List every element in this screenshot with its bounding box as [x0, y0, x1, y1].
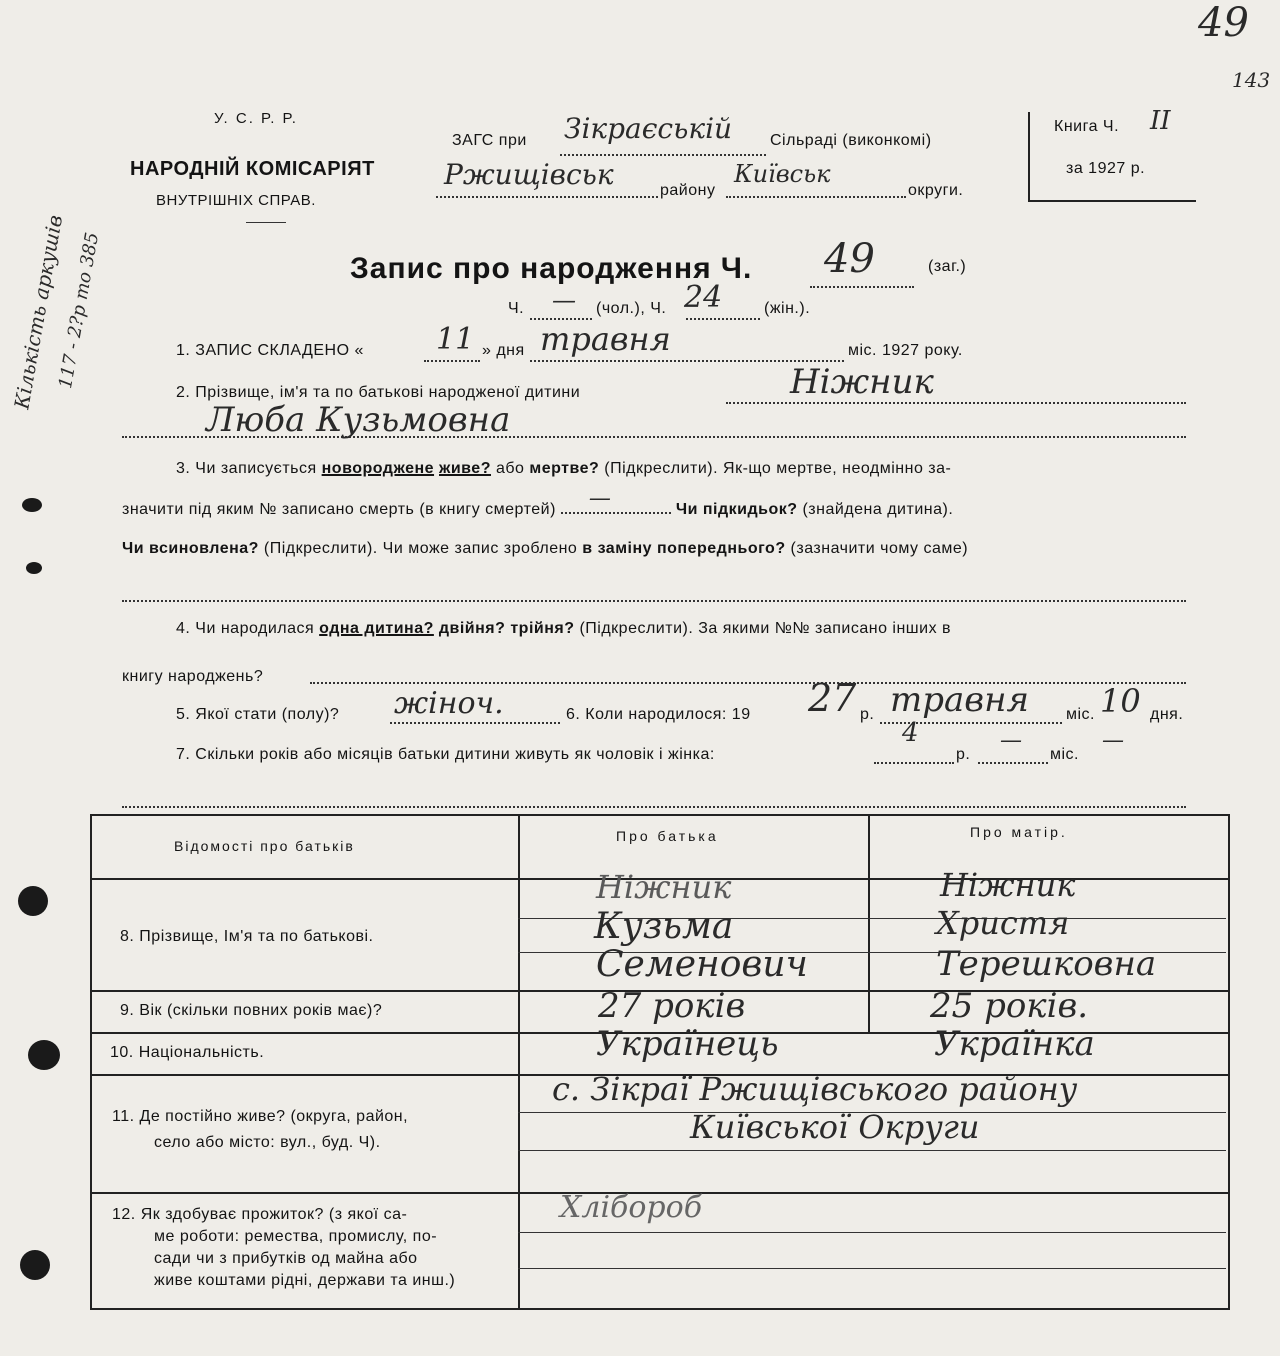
item4-field — [310, 672, 1186, 684]
item4-line2: книгу народжень? — [122, 668, 264, 685]
mother-patronymic: Терешковна — [936, 944, 1157, 984]
archive-sheet-number: 49 — [1198, 0, 1249, 46]
item3-line2 — [122, 486, 954, 519]
district-value: Ржищівськ — [444, 158, 614, 191]
female-count-label: (жін.). — [764, 300, 811, 317]
item3-foundling: Чи підкидьок? — [675, 501, 798, 518]
row11-label-1: 11. Де постійно живе? (округа, район, — [112, 1108, 409, 1125]
row10-label: 10. Національність. — [110, 1044, 265, 1061]
state-name: У. С. Р. Р. — [214, 110, 298, 127]
row12-label-4: живе коштами рідні, держави та инш.) — [154, 1272, 456, 1289]
item7-years-label: р. — [956, 746, 971, 763]
punch-hole — [22, 498, 42, 512]
item3-newborn: новороджене — [321, 460, 435, 477]
item7-label: 7. Скільки років або місяців батьки дитини живуть як чоловік і жінка: — [176, 746, 715, 763]
item3-death-field — [561, 486, 671, 514]
council-label: Сільраді (виконкомі) — [770, 132, 932, 149]
item1-month: травня — [540, 320, 671, 358]
record-suffix: (заг.) — [928, 258, 967, 275]
occupation: Хлібороб — [560, 1190, 703, 1225]
item3-dead: мертве? — [529, 460, 600, 477]
table-rule — [518, 1268, 1226, 1269]
punch-hole — [26, 562, 42, 574]
item7-years: 4 — [902, 718, 919, 748]
item6-day-label: дня. — [1150, 706, 1184, 723]
item2-label: 2. Прізвище, ім'я та по батькові народженої дитини — [176, 384, 581, 401]
row12-label-3: сади чи з прибутків од майна або — [154, 1250, 418, 1267]
district-label: району — [660, 182, 716, 199]
punch-hole — [18, 886, 48, 916]
item7-months: — — [1000, 728, 1022, 753]
father-nationality: Українець — [596, 1024, 779, 1064]
item6-year: 27 — [808, 676, 857, 720]
item6-year-label: р. — [860, 706, 875, 723]
row12-label-2: ме роботи: ремества, промислу, по- — [154, 1228, 438, 1245]
table-header-info: Відомості про батьків — [174, 838, 355, 854]
record-title: Запис про народження Ч. — [350, 252, 753, 285]
item6-day: 10 — [1100, 682, 1141, 720]
item3-line3 — [122, 540, 968, 558]
zags-label: ЗАГС при — [452, 132, 527, 149]
item4-triplets: трійня? — [510, 620, 575, 637]
mother-age: 25 років. — [930, 986, 1089, 1026]
male-count-label: (чол.), Ч. — [596, 300, 667, 317]
item3-reason: (зазначити чому саме) — [790, 540, 969, 557]
table-divider — [868, 814, 870, 1032]
item7-extra-field — [122, 796, 1186, 808]
divider — [246, 222, 286, 223]
table-rule — [518, 1150, 1226, 1151]
item3-death-value: — — [588, 486, 612, 511]
item3-alive: живе? — [439, 460, 491, 477]
item5-value: жіноч. — [394, 686, 504, 721]
item3-or: або — [495, 460, 525, 477]
book-year: за 1927 р. — [1066, 160, 1146, 177]
item3-text: 3. Чи записується — [176, 460, 317, 477]
item3-adopted: Чи всиновлена? — [122, 540, 259, 557]
item4-text: 4. Чи народилася — [176, 620, 315, 637]
book-label: Книга Ч. — [1054, 118, 1120, 135]
mother-surname: Ніжник — [940, 866, 1076, 904]
ministry-subtitle: ВНУТРІШНІХ СПРАВ. — [156, 192, 316, 209]
margin-note: 117 - 2?р то 385 — [55, 230, 104, 391]
item1-day: 11 — [436, 322, 475, 357]
father-patronymic: Семенович — [596, 944, 808, 985]
female-count-value: 24 — [684, 280, 723, 315]
archive-page-number: 143 — [1232, 68, 1271, 92]
mother-name: Христя — [936, 904, 1070, 942]
item4-single: одна дитина? — [319, 620, 434, 637]
punch-hole — [20, 1250, 50, 1280]
male-count-value: — — [552, 286, 576, 314]
item3-death-text: значити під яким № записано смерть (в книгу смертей) — [122, 501, 556, 518]
row8-label: 8. Прізвище, Ім'я та по батькові. — [120, 928, 374, 945]
item4-line1 — [176, 620, 951, 638]
row9-label: 9. Вік (скільки повних років має)? — [120, 1002, 383, 1019]
item2-surname: Ніжник — [790, 362, 934, 402]
table-rule — [518, 1232, 1226, 1233]
row12-label-1: 12. Як здобуває прожиток? (з якої са- — [112, 1206, 408, 1223]
book-number: II — [1150, 106, 1171, 136]
item3-replace-text: (Підкреслити). Чи може запис зроблено — [263, 540, 578, 557]
item5-label: 5. Якої стати (полу)? — [176, 706, 340, 723]
table-divider — [518, 814, 520, 1308]
male-count-prefix: Ч. — [508, 300, 525, 317]
item3-replace: в заміну попереднього? — [582, 540, 786, 557]
residence-line1: с. Зікраї Ржищівського району — [552, 1070, 1078, 1108]
margin-note: Кількість аркушів — [9, 213, 68, 411]
item2-name: Люба Кузьмовна — [206, 400, 511, 440]
item7-months-field — [978, 752, 1048, 764]
item6-label: 6. Коли народилося: 19 — [566, 706, 751, 723]
residence-line2: Київської Округи — [690, 1108, 980, 1146]
item7-extra-dash: — — [1102, 728, 1124, 753]
item1-label: 1. ЗАПИС СКЛАДЕНО « — [176, 342, 364, 359]
table-header-mother: Про матір. — [970, 824, 1068, 840]
table-header-father: Про батька — [616, 828, 719, 844]
item7-years-field — [874, 752, 954, 764]
mother-nationality: Українка — [934, 1024, 1095, 1064]
item4-twins: двійня? — [438, 620, 506, 637]
ministry-name: НАРОДНІЙ КОМІСАРІЯТ — [130, 158, 375, 180]
row11-label-2: село або місто: вул., буд. Ч). — [154, 1134, 381, 1151]
item3-foundling-note: (знайдена дитина). — [802, 501, 954, 518]
father-age: 27 років — [598, 986, 746, 1026]
okruha-value: Київськ — [734, 160, 831, 188]
item6-month: травня — [890, 680, 1029, 720]
item3-reason-field — [122, 590, 1186, 602]
father-name: Кузьма — [594, 906, 734, 947]
punch-hole — [28, 1040, 60, 1070]
item3-instruction: (Підкреслити). Як-що мертве, неодмінно за- — [604, 460, 952, 477]
item1-year-label: міс. 1927 року. — [848, 342, 963, 359]
okruha-label: округи. — [908, 182, 964, 199]
record-number: 49 — [824, 236, 875, 282]
village-value: Зікраєській — [564, 112, 733, 145]
item1-day-label: » дня — [482, 342, 525, 359]
father-surname: Ніжник — [596, 868, 732, 906]
item4-instruction: (Підкреслити). За якими №№ записано інших в — [579, 620, 952, 637]
item3-line1 — [176, 460, 951, 478]
item7-months-label: міс. — [1050, 746, 1079, 763]
item6-month-label: міс. — [1066, 706, 1095, 723]
